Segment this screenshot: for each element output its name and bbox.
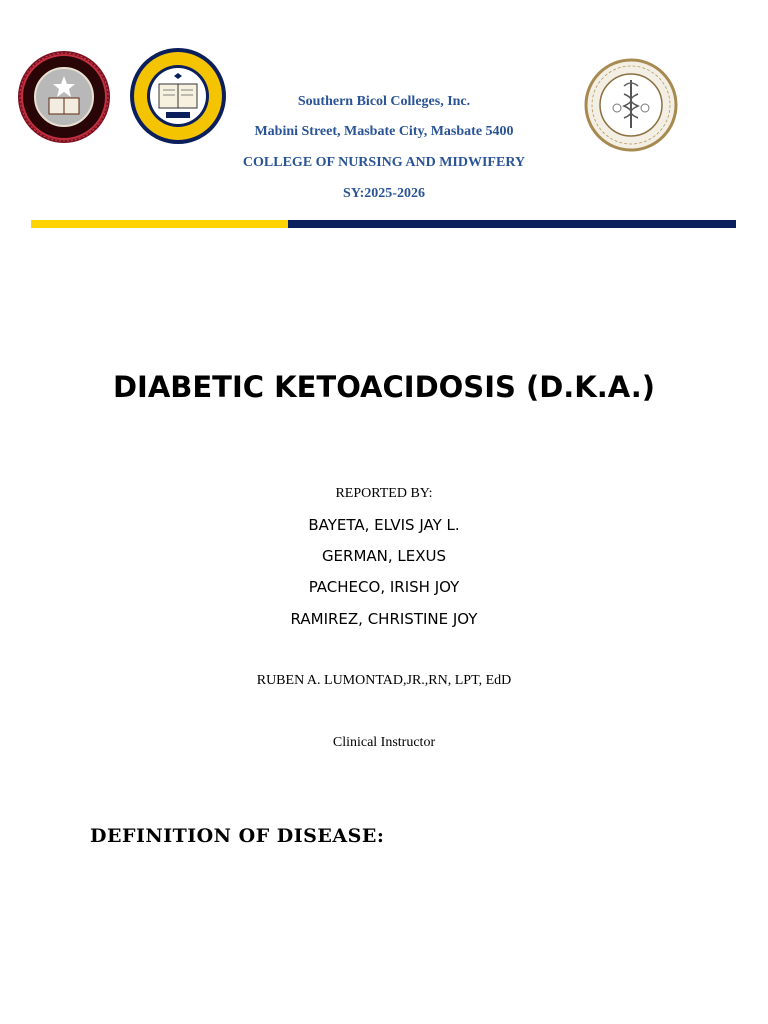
header-divider-yellow [31, 220, 288, 228]
school-year: SY:2025-2026 [343, 186, 425, 201]
reporter-name: BAYETA, ELVIS JAY L. [308, 516, 460, 534]
reporter-name: GERMAN, LEXUS [321, 547, 447, 565]
college-name: COLLEGE OF NURSING AND MIDWIFERY [242, 155, 526, 170]
institution-address: Mabini Street, Masbate City, Masbate 5400 [254, 124, 514, 139]
header-divider-navy [288, 220, 736, 228]
reporter-name: RAMIREZ, CHRISTINE JOY [290, 610, 478, 628]
instructor-role: Clinical Instructor [332, 735, 436, 750]
reporter-name: PACHECO, IRISH JOY [308, 578, 460, 596]
institution-name: Southern Bicol Colleges, Inc. [297, 94, 471, 109]
document-title: DIABETIC KETOACIDOSIS (D.K.A.) [112, 370, 656, 404]
instructor-name: RUBEN A. LUMONTAD,JR.,RN, LPT, EdD [256, 673, 512, 688]
section-heading-definition: DEFINITION OF DISEASE: [90, 825, 385, 847]
reported-by-label: REPORTED BY: [335, 486, 433, 501]
